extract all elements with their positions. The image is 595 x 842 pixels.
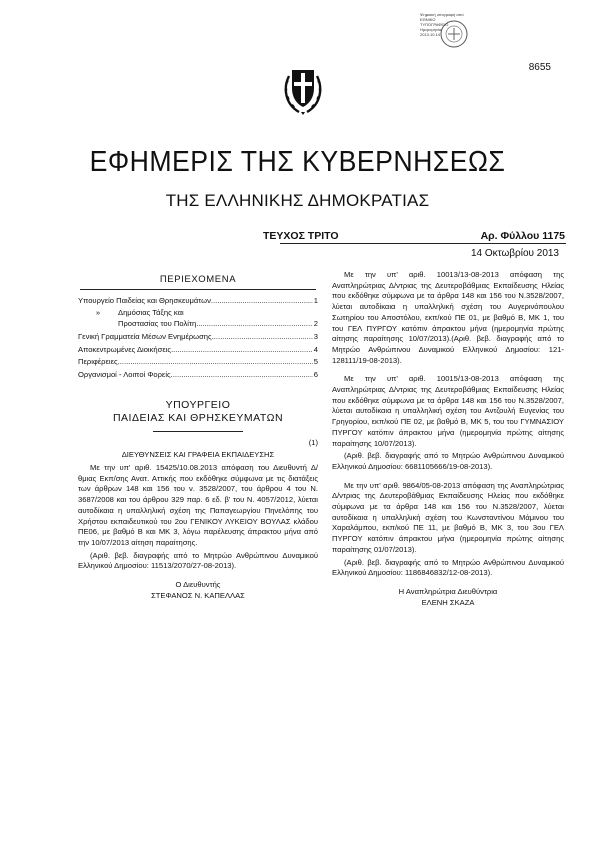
toc-item[interactable]	[78, 319, 318, 330]
left-column	[78, 275, 318, 601]
toc-item-label: Περιφέρειες	[78, 357, 118, 367]
department-heading: ΔΙΕΥΘΥΝΣΕΙΣ ΚΑΙ ΓΡΑΦΕΙΑ ΕΚΠΑΙΔΕΥΣΗΣ	[121, 450, 275, 460]
decision-paragraph: Με την υπ' αριθ. 10015/13-08-2013 απόφαση της Αναπληρώτριας Δ/ντριας της Δευτεροβάθμιας Εκπαίδευσης Ηλείας που εκδόθηκε σύμφωνα με τα άρθρα 148 και 156 του Ν.3528/2007, λύεται αυτοδίκαια η υπαλληλική σχέση του Αντζουλή Ευγενίας του Γρηγορίου, εκπ/κού ΠΕ 02, με βαθμό Β, ΜΚ 5, του του ΓΥΜΝΑΣΙΟΥ ΠΥΡΓΟΥ κατόπιν άπρακτου μήνα (ημερομηνία πρώτης αίτησης παραίτησης 10/07/2013).	[332, 374, 564, 448]
toc-item-page: 6	[313, 369, 318, 379]
toc-item-label: Δημόσιας Τάξης και	[118, 308, 184, 318]
toc-item-label: Αποκεντρωμένες Διοικήσεις	[78, 344, 172, 354]
ministry-line-1: ΥΠΟΥΡΓΕΙΟ	[165, 398, 231, 411]
gazette-subtitle: ΤΗΣ ΕΛΛΗΝΙΚΗΣ ΔΗΜΟΚΡΑΤΙΑΣ	[165, 191, 430, 210]
issue-row	[200, 230, 565, 244]
page-number: 8655	[528, 62, 551, 73]
toc-item-page: 1	[313, 295, 318, 305]
ministry-divider	[153, 431, 243, 432]
toc-item-page: 2	[313, 319, 318, 329]
decision-number: (1)	[308, 437, 318, 447]
ministry-heading	[78, 399, 318, 425]
sheet-number: Αρ. Φύλλου 1175	[480, 230, 565, 242]
toc-divider	[80, 289, 316, 290]
signer-name: ΣΤΕΦΑΝΟΣ Ν. ΚΑΠΕΛΛΑΣ	[151, 590, 245, 600]
toc-item[interactable]	[78, 357, 318, 368]
stamp-line: ΤΥΠΟΓΡΑΦΕΙΟ	[420, 22, 449, 27]
gazette-title: ΕΦΗΜΕΡΙΣ ΤΗΣ ΚΥΒΕΡΝΗΣΕΩΣ	[89, 146, 506, 178]
toc-heading: ΠΕΡΙΕΧΟΜΕΝΑ	[159, 274, 237, 285]
deletion-certificate: (Αριθ. βεβ. διαγραφής από το Μητρώο Ανθρώπινου Δυναμικού Ελληνικού Δημοσίου: 1186846832/12-08-2013).	[332, 557, 564, 578]
deletion-certificate: (Αριθ. βεβ. διαγραφής από το Μητρώο Ανθρώπινου Δυναμικού Ελληνικού Δημοσίου: 11513/2070/27-08-2013).	[78, 550, 318, 571]
toc-same-marker: »	[95, 308, 101, 318]
stamp-line: Ημερομηνία:	[420, 27, 443, 32]
toc-item-page: 4	[313, 344, 318, 354]
toc-item[interactable]	[78, 345, 318, 356]
digital-signature-stamp	[420, 12, 476, 50]
stamp-line: 2013.10.14	[420, 32, 441, 37]
issue-label: ΤΕΥΧΟΣ ΤΡΙΤΟ	[263, 230, 339, 242]
toc-item-label: Υπουργείο Παιδείας και Θρησκευμάτων	[78, 295, 211, 305]
right-column	[332, 268, 564, 608]
toc-item-label: Γενική Γραμματεία Μέσων Ενημέρωσης	[78, 331, 212, 341]
stamp-line: ΕΘΝΙΚΟ	[420, 17, 436, 22]
decision-paragraph: Με την υπ' αριθ. 9864/05-08-2013 απόφαση της Αναπληρώτριας Δ/ντριας της Δευτεροβάθμιας Εκπαίδευσης Ηλείας που εκδόθηκε σύμφωνα με τα άρθρα 148 και 156 του Ν.3528/2007, λύεται αυτοδίκαια η υπαλληλική σχέση του Κωνσταντίνου Μάμινου του Χαραλάμπου, εκπ/κού ΠΕ 11, με βαθμό Β, ΜΚ 3, του 3ου ΓΕΛ ΠΥΡΓΟΥ κατόπιν άπρακτου μήνα (ημερομηνία πρώτης αίτησης παραίτησης 01/07/2013).	[332, 480, 564, 554]
toc-item[interactable]	[78, 296, 318, 307]
toc-item-page: 3	[313, 331, 318, 341]
signer-title: Η Αναπληρώτρια Διευθύντρια	[398, 586, 498, 596]
toc-item-label: Προστασίας του Πολίτη	[118, 319, 197, 329]
signer-title: Ο Διευθυντής	[175, 580, 221, 590]
ministry-line-2: ΠΑΙΔΕΙΑΣ ΚΑΙ ΘΡΗΣΚΕΥΜΑΤΩΝ	[112, 411, 284, 424]
toc-item[interactable]	[78, 308, 318, 319]
toc-item-label: Οργανισμοί - Λοιποί Φορείς	[78, 369, 171, 379]
decision-paragraph: Με την υπ' αριθ. 15425/10.08.2013 απόφαση του Διευθυντή Δ/θμιας Εκπ/σης Ανατ. Αττικής που εκδόθηκε σύμφωνα με τις διατάξεις των άρθρων 148 και 156 του ν. 3528/2007, του άρθρου 4 του Ν. 3687/2008 και του άρθρου 329 παρ. 6 εδ. β' του Ν. 4057/2012, λύεται αυτοδίκαια η υπαλληλική σχέση της Παπαγεωργίου Πηνελόπης του Χρήστου εκπαιδευτικού του 2ου ΓΕΝΙΚΟΥ ΛΥΚΕΙΟΥ ΒΟΥΛΑΣ κλάδου ΠΕ06, με βαθμό Β και ΜΚ 3, λόγω παρέλευσης άπρακτου μήνα από την 10/07/2013 αίτηση παραίτησης.	[78, 463, 318, 547]
toc-item[interactable]	[78, 370, 318, 381]
deletion-certificate: (Αριθ. βεβ. διαγραφής από το Μητρώο Ανθρώπινου Δυναμικού Ελληνικού Δημοσίου: 6681105666/19-08-2013).	[332, 451, 564, 471]
issue-divider	[280, 243, 566, 244]
stamp-line: Ψηφιακή υπογραφή από	[420, 12, 464, 17]
greek-coat-of-arms-icon	[283, 62, 323, 116]
toc-item-page: 5	[313, 357, 318, 367]
signer-name: ΕΛΕΝΗ ΣΚΑΖΑ	[421, 597, 475, 607]
decision-paragraph: Με την υπ' αριθ. 10013/13-08-2013 απόφαση της Αναπληρώτριας Δ/ντριας της Δευτεροβάθμιας Εκπαίδευσης Ηλείας που εκδόθηκε σύμφωνα με τα άρθρα 148 και 156 του Ν.3528/2007, λύεται αυτοδίκαια η υπαλληλική σχέση του Αυγερινόπουλου Σωτηρίου του Αποστόλου, εκπ/κού ΠΕ 01, με βαθμό Β, ΜΚ 1, του του ΓΕΛ ΠΥΡΓΟΥ κατόπιν άπρακτου μήνα (ημερομηνία πρώτης αίτησης παραίτησης 10/07/2013).(Αριθ. βεβ. διαγραφής από το Μητρώο Ανθρώπινου Δυναμικού Ελληνικού Δημοσίου: 121-128111/19-08-2013).	[332, 270, 564, 365]
publication-date: 14 Οκτωβρίου 2013	[470, 248, 559, 259]
toc-item[interactable]	[78, 332, 318, 343]
